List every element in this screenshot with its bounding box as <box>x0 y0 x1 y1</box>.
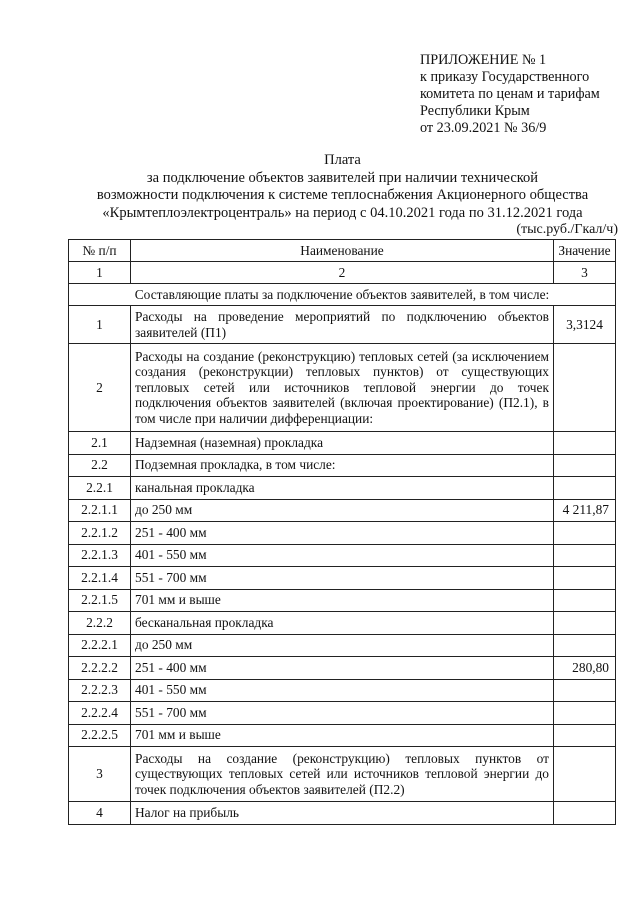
column-number-row <box>69 262 616 284</box>
row-number: 2 <box>69 344 131 432</box>
title-line: возможности подключения к системе теплоснабжения Акционерного общества <box>96 187 589 203</box>
row-name: Подземная прокладка, в том числе: <box>131 454 554 477</box>
table-row <box>69 724 616 747</box>
column-number: 3 <box>554 262 616 284</box>
row-value: 280,80 <box>554 657 616 680</box>
row-number: 3 <box>69 747 131 802</box>
row-number: 2.2 <box>69 454 131 477</box>
table-row <box>69 544 616 567</box>
column-number: 1 <box>69 262 131 284</box>
row-name: Надземная (наземная) прокладка <box>131 432 554 455</box>
row-value <box>554 634 616 657</box>
section-row <box>69 284 616 306</box>
units-label: (тыс.руб./Гкал/ч) <box>516 222 618 237</box>
row-number: 4 <box>69 802 131 825</box>
row-value <box>554 567 616 590</box>
table-header-row <box>69 240 616 262</box>
row-name: Расходы на создание (реконструкцию) тепловых пунктов от существующих тепловых сетей или источников тепловой энергии до точек подключения объектов заявителей (П2.2) <box>131 747 554 802</box>
table-row <box>69 679 616 702</box>
row-value <box>554 522 616 545</box>
row-number: 2.2.2.4 <box>69 702 131 725</box>
row-value <box>554 544 616 567</box>
table-row <box>69 454 616 477</box>
row-number: 2.2.1.2 <box>69 522 131 545</box>
row-number: 2.2.1.4 <box>69 567 131 590</box>
document-title <box>70 152 615 222</box>
fee-table <box>68 239 616 825</box>
row-name: до 250 мм <box>131 499 554 522</box>
appendix-header <box>420 52 600 137</box>
row-number: 1 <box>69 306 131 344</box>
header-value: Значение <box>554 240 616 262</box>
row-value <box>554 454 616 477</box>
table-row <box>69 499 616 522</box>
row-number: 2.1 <box>69 432 131 455</box>
row-value <box>554 747 616 802</box>
header-number: № п/п <box>69 240 131 262</box>
row-value <box>554 702 616 725</box>
row-value <box>554 612 616 635</box>
row-name: 251 - 400 мм <box>131 522 554 545</box>
title-line: «Крымтеплоэлектроцентраль» на период с 04.10.2021 года по 31.12.2021 года <box>102 204 583 221</box>
row-value: 4 211,87 <box>554 499 616 522</box>
table-row <box>69 589 616 612</box>
row-value <box>554 589 616 612</box>
row-name: Налог на прибыль <box>131 802 554 825</box>
appendix-line: комитета по ценам и тарифам <box>420 86 600 102</box>
row-value <box>554 802 616 825</box>
row-name: 701 мм и выше <box>131 724 554 747</box>
row-number: 2.2.1.1 <box>69 499 131 522</box>
table-row <box>69 432 616 455</box>
row-number: 2.2.1 <box>69 477 131 500</box>
appendix-line: Республики Крым <box>420 103 530 119</box>
row-value <box>554 432 616 455</box>
table-row <box>69 702 616 725</box>
table-row <box>69 802 616 825</box>
row-name: Расходы на создание (реконструкцию) тепловых сетей (за исключением создания (реконструкции) тепловых пунктов) от существующих тепловых сетей или источников тепловой энергии до точек подключения объектов заявителей (включая проектирование) (П2.1), в том числе при наличии дифференциации: <box>131 344 554 432</box>
row-name: 701 мм и выше <box>131 589 554 612</box>
row-name: бесканальная прокладка <box>131 612 554 635</box>
section-title: Составляющие платы за подключение объектов заявителей, в том числе: <box>69 284 616 306</box>
row-name: 401 - 550 мм <box>131 544 554 567</box>
table-row <box>69 344 616 432</box>
row-number: 2.2.2.1 <box>69 634 131 657</box>
table-row <box>69 522 616 545</box>
row-number: 2.2.2 <box>69 612 131 635</box>
row-name: 551 - 700 мм <box>131 702 554 725</box>
row-value <box>554 477 616 500</box>
appendix-line: от 23.09.2021 № 36/9 <box>420 120 547 136</box>
table-row <box>69 567 616 590</box>
appendix-line: ПРИЛОЖЕНИЕ № 1 <box>420 52 547 68</box>
row-value <box>554 724 616 747</box>
table-row <box>69 306 616 344</box>
row-number: 2.2.1.3 <box>69 544 131 567</box>
row-number: 2.2.2.3 <box>69 679 131 702</box>
table-row <box>69 657 616 680</box>
column-number: 2 <box>131 262 554 284</box>
row-name: до 250 мм <box>131 634 554 657</box>
row-value <box>554 679 616 702</box>
row-number: 2.2.1.5 <box>69 589 131 612</box>
row-number: 2.2.2.2 <box>69 657 131 680</box>
table-row <box>69 612 616 635</box>
row-name: 551 - 700 мм <box>131 567 554 590</box>
header-name: Наименование <box>131 240 554 262</box>
table-row <box>69 634 616 657</box>
table-row <box>69 477 616 500</box>
row-name: 401 - 550 мм <box>131 679 554 702</box>
row-name: Расходы на проведение мероприятий по подключению объектов заявителей (П1) <box>131 306 554 344</box>
title-line: за подключение объектов заявителей при наличии технической <box>146 169 539 186</box>
title-line: Плата <box>324 152 361 168</box>
row-name: канальная прокладка <box>131 477 554 500</box>
row-number: 2.2.2.5 <box>69 724 131 747</box>
appendix-line: к приказу Государственного <box>420 69 590 85</box>
row-name: 251 - 400 мм <box>131 657 554 680</box>
row-value: 3,3124 <box>554 306 616 344</box>
table-row <box>69 747 616 802</box>
row-value <box>554 344 616 432</box>
